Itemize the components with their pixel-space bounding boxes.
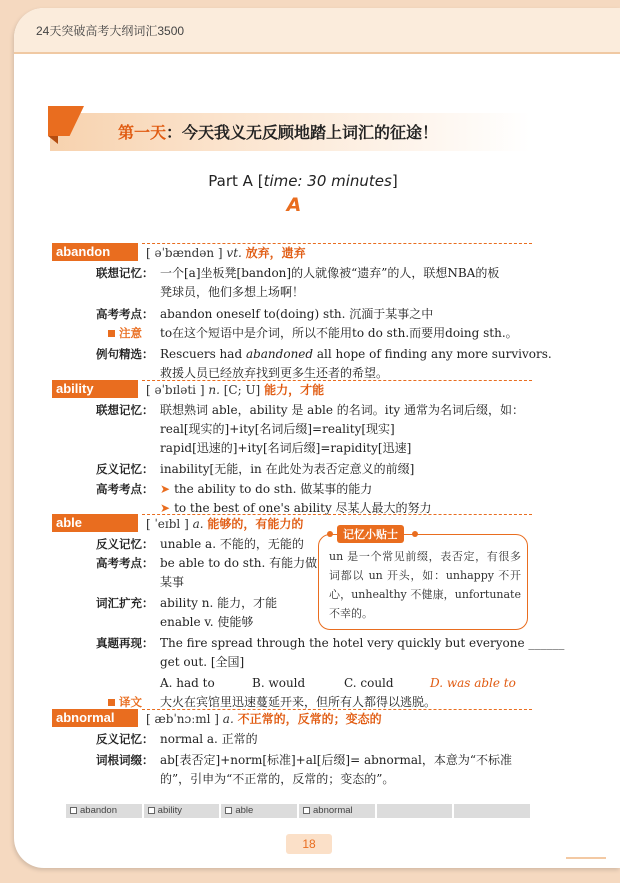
- memory-text: 凳球员，他们多想上场啊！: [160, 285, 305, 299]
- entry-abnormal: [52, 709, 532, 789]
- banner-day: 第一天: [118, 123, 167, 142]
- section-letter: A: [286, 194, 302, 216]
- checklist-item-empty: [454, 804, 530, 818]
- label-antonym: 反义记忆：: [96, 537, 154, 551]
- arrow-icon: ➤: [160, 501, 171, 515]
- page-corner-decoration: [566, 833, 606, 859]
- meaning: 放弃，遗弃: [245, 246, 306, 260]
- phonetic: [ əˈbændən ]: [146, 246, 223, 260]
- label-antonym: 反义记忆：: [96, 462, 154, 476]
- meaning: 不正常的，反常的；变态的: [237, 712, 382, 726]
- checklist-item-empty: [377, 804, 453, 818]
- exam-text: to the best of one's ability 尽某人最大的努力: [174, 501, 432, 515]
- memory-row-2: [52, 283, 532, 302]
- memory-row: [52, 401, 532, 420]
- countability: [C; U]: [223, 383, 261, 397]
- memory-tip-box: [318, 528, 528, 630]
- phonetic: [ əˈbɪləti ]: [146, 383, 205, 397]
- running-header: [14, 8, 620, 52]
- question-text: get out. [全国]: [160, 655, 245, 669]
- page-number: 18: [286, 834, 332, 854]
- options-row: [52, 674, 532, 693]
- option-a: A. had to: [160, 676, 215, 690]
- pos: a.: [192, 517, 204, 531]
- entry-ability: [52, 380, 532, 518]
- phonetic-line: [146, 515, 303, 532]
- pos: n.: [208, 383, 220, 397]
- extension-text: ability n. 能力，才能: [160, 596, 278, 610]
- headword: ability: [52, 380, 138, 398]
- banner-rest: ：今天我义无反顾地踏上词汇的征途！: [166, 123, 439, 142]
- pos: vt.: [226, 246, 242, 260]
- checkbox-icon[interactable]: [148, 807, 155, 814]
- option-b: B. would: [252, 676, 306, 690]
- header-rule: [14, 52, 620, 54]
- word-bar: [52, 243, 532, 263]
- meaning: 能力，才能: [264, 383, 325, 397]
- label-exam: 高考考点：: [96, 307, 154, 321]
- part-bracket-open: [: [257, 172, 264, 190]
- part-label: Part A: [208, 172, 253, 190]
- checkbox-icon[interactable]: [303, 807, 310, 814]
- entry-abandon: [52, 243, 552, 383]
- label-extension: 词汇扩充：: [96, 596, 154, 610]
- label-antonym: 反义记忆：: [96, 732, 154, 746]
- exam-text: abandon oneself to(doing) sth. 沉湎于某事之中: [160, 307, 434, 321]
- memory-text: rapid[迅速的]+ity[名词后缀]=rapidity[迅速]: [160, 441, 412, 455]
- book-title: 24天突破高考大纲词汇3500: [36, 24, 185, 38]
- dot-icon: [327, 531, 333, 537]
- label-exam: 高考考点：: [96, 556, 154, 570]
- antonym-text: unable a. 不能的，无能的: [160, 537, 304, 551]
- antonym-row: [52, 730, 532, 749]
- square-icon: [108, 330, 115, 337]
- exam-text: be able to do sth. 有能力做: [160, 556, 318, 570]
- example-row: 例句精选： Rescuers had abandoned all hope of finding any more survivors.: [52, 345, 532, 364]
- option-d: D. was able to: [430, 676, 516, 690]
- memory-tip-title: 记忆小贴士: [337, 525, 404, 543]
- label-memory: 联想记忆：: [96, 403, 154, 417]
- arrow-icon: ➤: [160, 482, 171, 496]
- phonetic: [ æbˈnɔːml ]: [146, 712, 219, 726]
- translation-text: 大火在宾馆里迅速蔓延开来，但所有人都得以逃脱。: [160, 695, 437, 709]
- label-translation: 译文: [108, 693, 172, 712]
- note-text: to在这个短语中是介词，所以不能用to do sth.而要用doing sth.。: [160, 326, 518, 340]
- real-exam-row-2: [52, 653, 532, 672]
- word-bar: [52, 709, 532, 729]
- memory-text: 联想熟词 able，ability 是 able 的名词。ity 通常为名词后缀，如：: [160, 403, 525, 417]
- memory-row: [52, 264, 532, 283]
- checkbox-icon[interactable]: [225, 807, 232, 814]
- phonetic-line: [146, 710, 382, 727]
- real-exam-row: [52, 634, 565, 653]
- exam-text: the ability to do sth. 做某事的能力: [174, 482, 373, 496]
- checkbox-icon[interactable]: [70, 807, 77, 814]
- phonetic-line: [146, 381, 324, 398]
- pos: a.: [222, 712, 234, 726]
- part-bracket-close: ]: [391, 172, 398, 190]
- headword: abnormal: [52, 709, 138, 727]
- root-text: ab[表否定]+norm[标准]+al[后缀]= abnormal，本意为“不标准: [160, 753, 512, 767]
- root-row-2: [52, 770, 532, 789]
- checklist-item[interactable]: abnormal: [299, 804, 375, 818]
- antonym-text: normal a. 正常的: [160, 732, 258, 746]
- label-exam: 高考考点：: [96, 482, 154, 496]
- label-root: 词根词缀：: [96, 753, 154, 767]
- example-translation: 救援人员已经放弃找到更多生还者的希望。: [160, 366, 389, 380]
- dot-icon: [412, 531, 418, 537]
- root-row: [52, 751, 532, 770]
- memory-tip-text: un 是一个常见前缀，表否定，有很多词都以 un 开头，如：unhappy 不开心，unhealthy 不健康，unfortunate 不幸的。: [329, 550, 521, 620]
- extension-text: enable v. 使能够: [160, 615, 254, 629]
- exam-text: 某事: [160, 575, 185, 589]
- label-real-exam: 真题再现：: [96, 636, 154, 650]
- antonym-text: inability[无能，in 在此处为表否定意义的前缀]: [160, 462, 415, 476]
- option-c: C. could: [344, 676, 394, 690]
- checklist-item[interactable]: abandon: [66, 804, 142, 818]
- phonetic-line: [146, 244, 306, 261]
- label-note: 注意: [108, 324, 172, 343]
- checklist-item[interactable]: ability: [144, 804, 220, 818]
- review-checklist: [66, 804, 530, 818]
- emphasis: abandoned: [245, 347, 314, 361]
- headword: able: [52, 514, 138, 532]
- exam-row: [52, 305, 532, 324]
- memory-text: real[现实的]+ity[名词后缀]=reality[现实]: [160, 422, 395, 436]
- part-time: time: 30 minutes: [263, 172, 392, 190]
- phonetic: [ ˈeɪbl ]: [146, 517, 189, 531]
- memory-text: 一个[a]坐板凳[bandon]的人就像被“遗弃”的人，联想NBA的板: [160, 266, 500, 280]
- memory-row-2: [52, 420, 532, 439]
- note-row: [52, 324, 532, 343]
- meaning: 能够的，有能力的: [207, 517, 304, 531]
- label-example: 例句精选：: [96, 347, 154, 361]
- label-memory: 联想记忆：: [96, 266, 154, 280]
- square-icon: [108, 699, 115, 706]
- headword: abandon: [52, 243, 138, 261]
- question-text: The fire spread through the hotel very quickly but everyone ______: [160, 636, 565, 650]
- banner-title: [118, 120, 438, 143]
- root-text: 的”，引申为“不正常的，反常的；变态的”。: [160, 772, 395, 786]
- checklist-item[interactable]: able: [221, 804, 297, 818]
- exam-row: [52, 480, 532, 499]
- part-title: [0, 172, 606, 190]
- word-bar: [52, 514, 532, 534]
- word-bar: [52, 380, 532, 400]
- antonym-row: [52, 460, 532, 479]
- memory-row-3: [52, 439, 532, 458]
